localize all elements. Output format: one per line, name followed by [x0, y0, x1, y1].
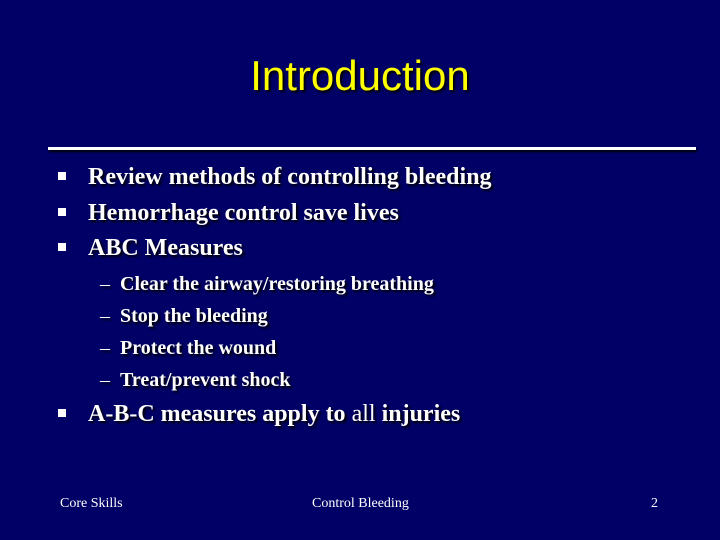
dash-marker: – — [100, 305, 110, 327]
slide-title: Introduction — [250, 52, 470, 99]
bullet-emphasis: all — [351, 401, 376, 427]
bullet-item — [58, 200, 678, 227]
sub-bullet-text: Clear the airway/restoring breathing — [120, 273, 434, 295]
bullet-item — [58, 401, 678, 428]
sub-bullet-item — [100, 369, 660, 392]
bullet-text: ABC Measures — [88, 235, 243, 261]
dash-marker: – — [100, 337, 110, 359]
square-bullet-icon — [58, 172, 66, 180]
sub-bullet-item — [100, 273, 660, 296]
dash-marker: – — [100, 273, 110, 295]
sub-bullet-item — [100, 305, 660, 328]
sub-bullet-text: Protect the wound — [120, 337, 277, 359]
square-bullet-icon — [58, 243, 66, 251]
bullet-item — [58, 164, 678, 191]
bullet-text: Hemorrhage control save lives — [88, 200, 399, 226]
title-divider — [48, 147, 696, 150]
bullet-text: Review methods of controlling bleeding — [88, 164, 492, 190]
sub-bullet-text: Treat/prevent shock — [120, 369, 291, 391]
footer-center: Control Bleeding — [312, 496, 409, 511]
dash-marker: – — [100, 369, 110, 391]
square-bullet-icon — [58, 409, 66, 417]
square-bullet-icon — [58, 208, 66, 216]
sub-bullet-item — [100, 337, 660, 360]
sub-bullet-text: Stop the bleeding — [120, 305, 268, 327]
bullet-item — [58, 235, 678, 262]
page-number: 2 — [651, 496, 658, 511]
footer-left: Core Skills — [60, 496, 123, 511]
bullet-text-end: injuries — [375, 401, 461, 427]
bullet-text-start: A-B-C measures apply to — [88, 401, 352, 427]
